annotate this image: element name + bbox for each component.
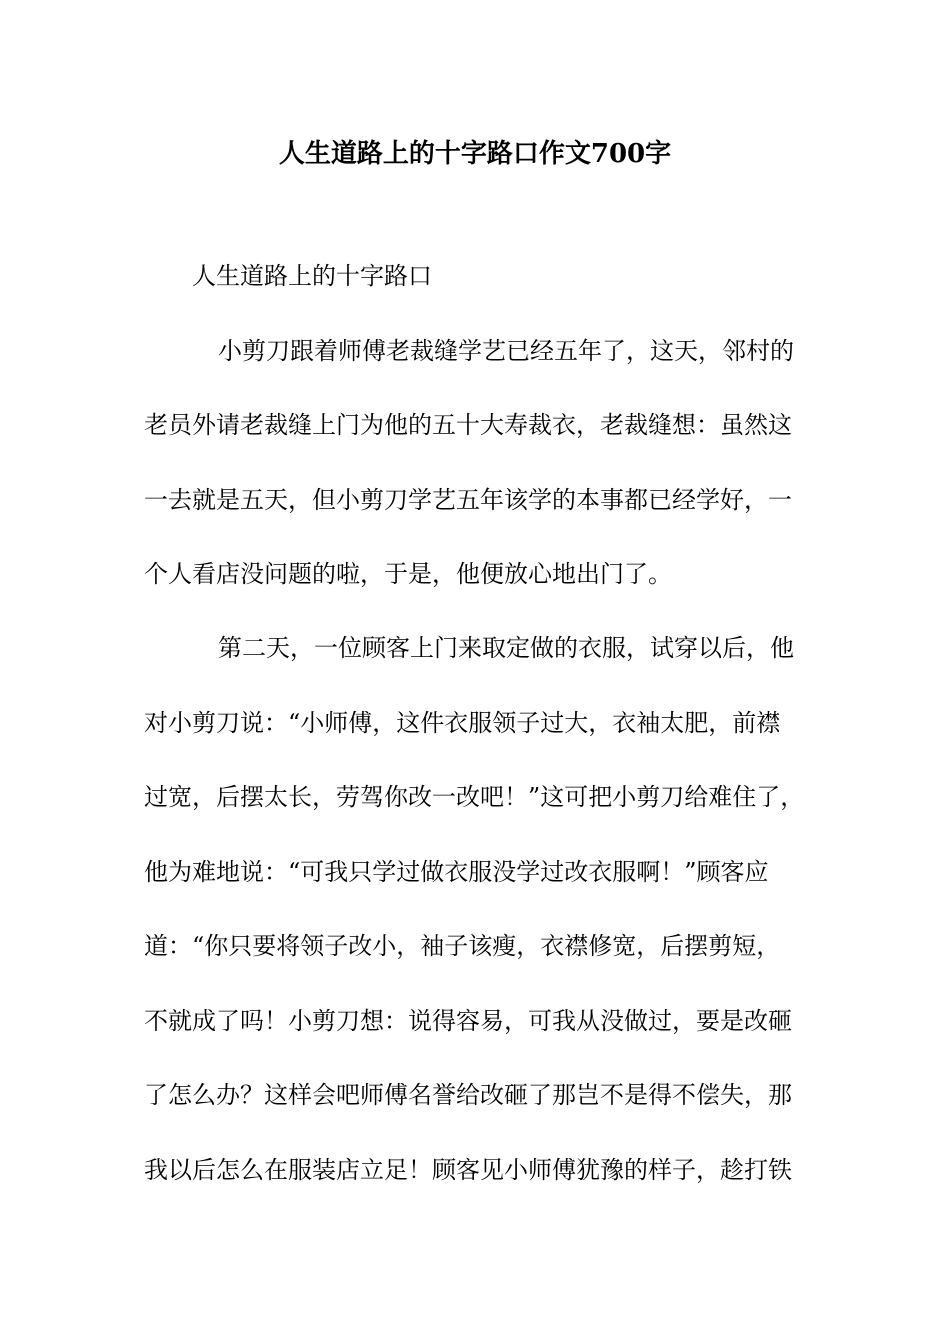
paragraph-line: 不就成了吗！小剪刀想：说得容易，可我从没做过，要是改砸: [144, 1007, 792, 1035]
paragraph-line: 我以后怎么在服装店立足！顾客见小师傅犹豫的样子，趁打铁: [144, 1156, 792, 1184]
paragraph-line: 他为难地说：“可我只学过做衣服没学过改衣服啊！”顾客应: [144, 858, 769, 886]
section-heading: 人生道路上的十字路口: [192, 262, 432, 290]
paragraph-line: 小剪刀跟着师傅老裁缝学艺已经五年了，这天，邻村的: [218, 337, 794, 365]
paragraph-line: 过宽，后摆太长，劳驾你改一改吧！”这可把小剪刀给难住了，: [144, 783, 805, 811]
paragraph-line: 老员外请老裁缝上门为他的五十大寿裁衣，老裁缝想：虽然这: [144, 411, 792, 439]
paragraph-line: 第二天，一位顾客上门来取定做的衣服，试穿以后，他: [218, 634, 794, 662]
paragraph-line: 道：“你只要将领子改小，袖子该瘦，衣襟修宽，后摆剪短，: [144, 932, 781, 960]
paragraph-line: 一去就是五天，但小剪刀学艺五年该学的本事都已经学好，一: [144, 486, 792, 514]
paragraph-line: 了怎么办？这样会吧师傅名誉给改砸了那岂不是得不偿失，那: [144, 1081, 792, 1109]
paragraph-line: 对小剪刀说：“小师傅，这件衣服领子过大，衣袖太肥，前襟: [144, 709, 781, 737]
document-title: 人生道路上的十字路口作文700字: [278, 139, 672, 169]
paragraph-line: 个人看店没问题的啦，于是，他便放心地出门了。: [144, 560, 672, 588]
